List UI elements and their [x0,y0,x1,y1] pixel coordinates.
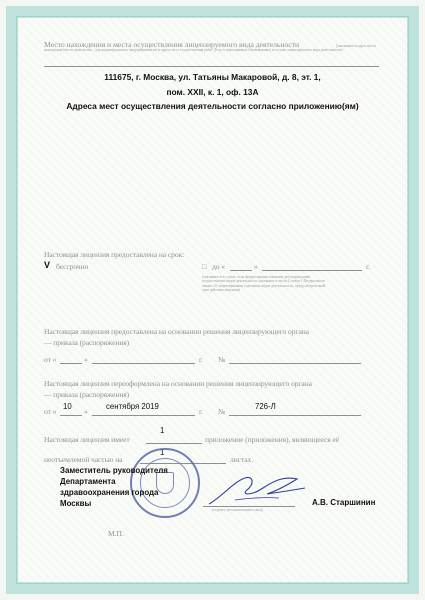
place-label-note: (указываются адрес места нахождения (место жительства – для индивидуального предпринимателя) и адреса мест осуществления работ (услуг), выполняемых (оказываемых) в составе лицензируемого вида деятельности) [44,44,376,53]
appendix-label: приложение (приложения), являющееся её [205,435,339,444]
checkmark: V [44,260,51,270]
basis-num-label: № [218,355,226,364]
seal-emblem-icon [156,472,174,494]
underline [229,415,361,416]
year-suffix: г. [366,262,370,271]
reissue-month-year: сентября 2019 [106,402,159,411]
signature-line [203,506,295,507]
appendix-addresses-line: Адреса мест осуществления деятельности согласно приложению(ям) [66,101,359,111]
signature-note: (подпись уполномоченного лица) [212,508,264,512]
reissue-date-sep: » [84,407,88,416]
basis-label: Настоящая лицензия предоставлена на основании решения лицензирующего органа [44,327,309,336]
signature-scribble-icon [205,470,310,510]
reissue-number: 726-Л [255,402,276,411]
basis-order: — приказа (распоряжения) [44,338,130,347]
underline [146,443,202,444]
reissue-order: — приказа (распоряжения) [44,390,130,399]
reissue-day: 10 [63,402,72,411]
basis-date-from: от « [44,355,57,364]
appendix-has-label: Настоящая лицензия имеет [44,435,130,444]
reissue-date-from: от « [44,407,57,416]
stamp-label: М.П. [108,529,124,538]
signatory-position-4: Москвы [60,499,92,508]
term-label: Настоящая лицензия предоставлена на срок: [44,250,185,259]
reissue-num-label: № [218,407,226,416]
term-note: (указывается в случае, если федеральными законами, регулирующими осуществление видов деятельности, указанных в части 4 статьи 1 Федерального закона «О лицензировании отдельных видов деятельности», предусмотрен иной срок действия лицензии) [202,275,326,292]
reissue-year: г. [199,407,203,416]
until-sep: » [254,262,258,271]
basis-date-sep: » [84,355,88,364]
place-label: Место нахождения и места осуществления лицензируемого вида деятельности [44,40,300,49]
appendix-sheets: 1 [160,448,165,457]
basis-year: г. [199,355,203,364]
official-seal [130,448,200,518]
address-line-1: 111675, г. Москва, ул. Татьяны Макаровой, д. 8, эт. 1, [104,72,321,82]
signatory-name: А.В. Старшинин [312,498,376,507]
underline [229,363,361,364]
underline [60,415,82,416]
appendix-integral-label: неотъемлемой частью на [44,455,123,464]
signatory-position-1: Заместитель руководителя [60,466,168,475]
reissue-label: Настоящая лицензия переоформлена на основании решения лицензирующего органа [44,379,312,388]
underline [230,270,252,271]
signatory-position-3: здравоохранения города [60,488,159,497]
underline [92,415,195,416]
signatory-position-2: Департамента [60,477,116,486]
address-line-2: пом. XXII, к. 1, оф. 13А [166,87,259,97]
underline [92,363,195,364]
appendix-count: 1 [160,426,165,435]
underline [262,270,362,271]
appendix-sheets-label: листах. [230,455,254,464]
until-checkbox: □ [202,262,207,271]
until-label: до « [212,262,225,271]
underline [44,66,379,67]
term-indefinite: бессрочно [56,262,89,271]
underline [60,363,82,364]
